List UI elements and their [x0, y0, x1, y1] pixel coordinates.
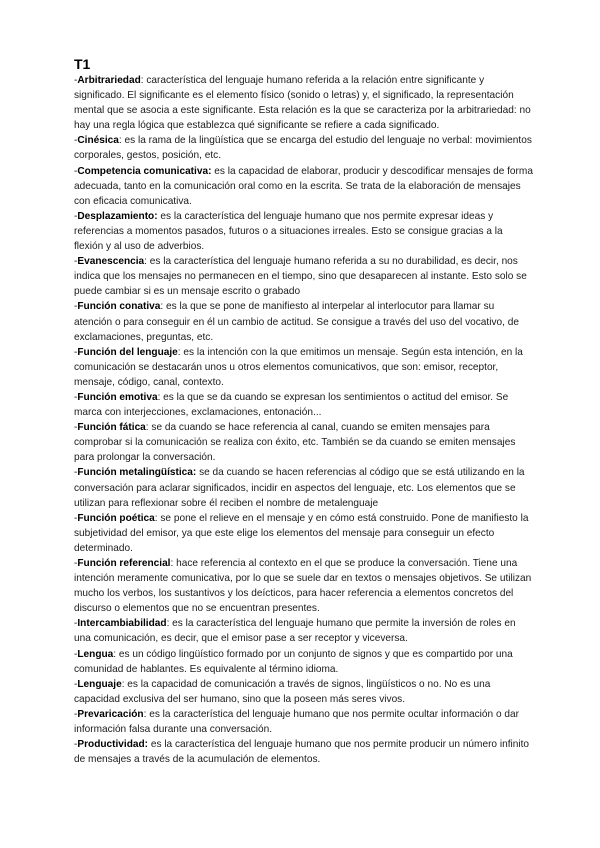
glossary-entry-funcion-poetica [74, 511, 534, 556]
entry-term: Función del lenguaje [77, 346, 178, 358]
glossary-entry-funcion-referencial [74, 556, 534, 616]
entry-term: Función conativa [77, 301, 161, 313]
entry-term: Lengua [77, 648, 114, 660]
document-page [74, 56, 534, 767]
entry-definition: : es la capacidad de comunicación a través de signos, lingüísticos o no. No es una capacidad exclusiva del ser humano, sino que la poseen más seres vivos. [74, 678, 491, 705]
entry-prefix: - [74, 708, 78, 720]
entry-definition: : es la rama de la lingüística que se encarga del estudio del lenguaje no verbal: movimientos corporales, gestos, posición, etc. [74, 135, 532, 162]
entry-definition: : hace referencia al contexto en el que se produce la conversación. Tiene una intención meramente comunicativa, por lo que se suele dar en textos o mensajes objetivos. Se utilizan mucho los verbos, los sustantivos y los deícticos, para hacer referencia a elementos concretos del discurso o elementos que no se encuentran presentes. [74, 558, 532, 615]
glossary-entry-prevaricacion [74, 707, 534, 737]
entry-prefix: - [74, 210, 78, 222]
entry-prefix: - [74, 739, 78, 751]
entry-prefix: - [74, 558, 78, 569]
entry-prefix: - [74, 391, 78, 403]
entry-term: Lenguaje [77, 678, 122, 690]
entry-term: Función emotiva [77, 391, 158, 403]
glossary-entry-funcion-metalinguistica [74, 465, 534, 510]
entry-definition: es la capacidad de elaborar, producir y descodificar mensajes de forma adecuada, tanto en la comunicación oral como en la escrita. Se trata de la elaboración de mensajes con eficacia comunicativa. [74, 165, 533, 207]
glossary-entry-cinesica [74, 133, 534, 163]
document-title: T1 [74, 56, 91, 72]
glossary-entry-competencia-comunicativa [74, 164, 534, 209]
entry-prefix: - [74, 165, 78, 177]
entry-term: Intercambiabilidad [77, 618, 167, 630]
entry-definition: : se da cuando se hace referencia al canal, cuando se emiten mensajes para comprobar si la comunicación se realiza con éxito, etc. También se da cuando se emiten mensajes para prolongar la conversación. [74, 422, 516, 464]
entry-prefix: - [74, 467, 78, 479]
entry-term: Función metalingüística: [77, 467, 197, 479]
entry-definition: es la característica del lenguaje humano que nos permite producir un número infinito de mensajes a través de la acumulación de elementos. [74, 739, 530, 766]
glossary-entry-productividad [74, 737, 534, 767]
glossary-entry-desplazamiento [74, 209, 534, 254]
entry-definition: : es la intención con la que emitimos un mensaje. Según esta intención, en la comunicación se destacarán unos u otros elementos comunicativos, que son: emisor, receptor, mensaje, código, canal, contexto. [74, 346, 523, 388]
entry-term: Evanescencia [77, 256, 145, 268]
entry-prefix: - [74, 678, 78, 690]
entry-definition: : es la característica del lenguaje humano que nos permite ocultar información o dar información falsa durante una conversación. [74, 708, 519, 736]
glossary-entry-evanescencia [74, 254, 534, 299]
glossary-entry-funcion-fatica [74, 420, 534, 465]
entry-prefix: - [74, 648, 78, 660]
entry-prefix: - [74, 256, 78, 268]
glossary-entry-arbitrariedad [74, 73, 534, 133]
glossary-entry-lengua [74, 647, 534, 677]
entry-prefix: - [74, 618, 78, 630]
entry-prefix: - [74, 75, 78, 86]
entry-term: Desplazamiento: [77, 210, 158, 222]
entry-prefix: - [74, 512, 78, 524]
entry-definition: : se pone el relieve en el mensaje y en cómo está construido. Pone de manifiesto la subjetividad del emisor, ya que este elige los elementos del mensaje para conseguir un efecto determinado. [74, 512, 529, 554]
glossary-entry-funcion-conativa [74, 299, 534, 344]
entry-term: Prevaricación [77, 708, 144, 720]
entry-prefix: - [74, 301, 78, 313]
glossary-entry-lenguaje [74, 677, 534, 707]
entry-definition: : es la característica del lenguaje humano referida a su no durabilidad, es decir, nos indica que los mensajes no permanecen en el tiempo, sino que desaparecen al instante. Esto solo se puede cambiar si es un mensaje escrito o grabado [74, 256, 527, 298]
entry-prefix: - [74, 135, 78, 147]
entry-definition: : característica del lenguaje humano referida a la relación entre significante y significado. El significante es el elemento físico (sonido o letras) y, el significado, la representación mental que se asocia a este significante. Esta relación es la que se caracteriza por la arbitrariedad: no hay una regla lógica que establezca qué significante se refiere a cada significado. [74, 75, 531, 132]
entry-definition: : es la que se da cuando se expresan los sentimientos o actitud del emisor. Se marca con interjecciones, exclamaciones, entonación... [74, 391, 509, 419]
entry-term: Función poética [77, 512, 155, 524]
entry-definition: : es un código lingüístico formado por un conjunto de signos y que es compartido por una comunidad de hablantes. Es equivalente al término idioma. [74, 648, 513, 675]
entry-term: Arbitrariedad [77, 75, 141, 86]
entry-definition: se da cuando se hacen referencias al código que se está utilizando en la conversación para aclarar significados, incidir en aspectos del lenguaje, etc. Los elementos que se utilizan para reflexionar sobre él reciben el nombre de metalenguaje [74, 467, 525, 509]
glossary-entry-funcion-emotiva [74, 390, 534, 420]
entry-term: Función referencial [77, 558, 171, 569]
entry-prefix: - [74, 422, 78, 434]
entry-definition: es la característica del lenguaje humano que nos permite expresar ideas y referencias a momentos pasados, futuros o a situaciones irreales. Esto se consigue gracias a la flexión y al uso de adverbios. [74, 210, 503, 253]
entry-definition: : es la que se pone de manifiesto al interpelar al interlocutor para llamar su atención o para conseguir en él un cambio de actitud. Se consigue a través del uso del vocativo, de exclamaciones, preguntas, etc. [74, 301, 519, 343]
entry-prefix: - [74, 346, 78, 358]
glossary-entry-funcion-del-lenguaje [74, 345, 534, 390]
entry-term: Productividad: [77, 739, 149, 751]
glossary-entry-intercambiabilidad [74, 616, 534, 646]
entry-term: Competencia comunicativa: [77, 165, 212, 177]
entry-term: Cinésica [77, 135, 119, 147]
entry-definition: : es la característica del lenguaje humano que permite la inversión de roles en una comunicación, es decir, que el emisor pase a ser receptor y viceversa. [74, 618, 516, 645]
entry-term: Función fática [77, 422, 146, 434]
